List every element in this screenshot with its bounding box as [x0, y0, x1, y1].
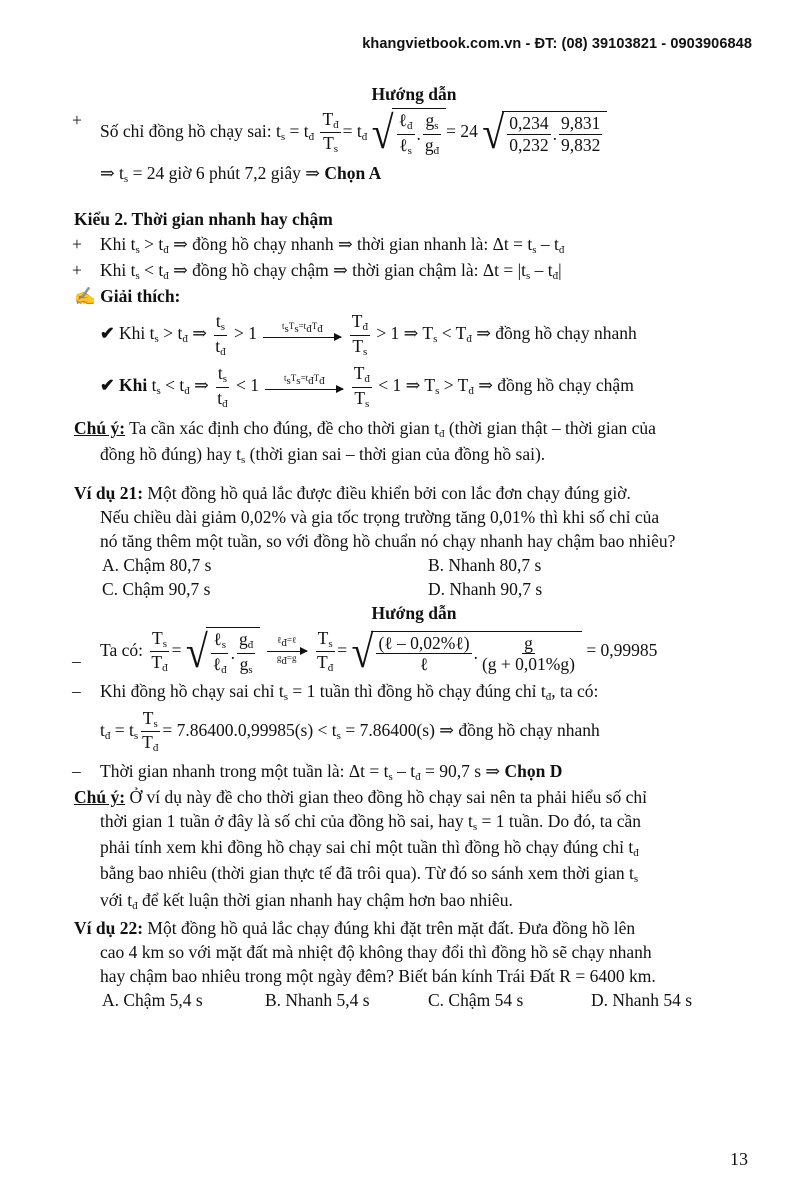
- text: = 90,7 s ⇒: [420, 760, 505, 781]
- section-heading: Hướng dẫn: [371, 84, 457, 104]
- text: thời gian 1 tuần ở đây là số chỉ của đồng hồ sai, hay t: [100, 811, 473, 832]
- explain-fast: ✔ Khi $t_s > t_đ$ ⇒ $\frac{t_s}{t_đ}$ > 1 $t_sT_s=t_đT_đ$ $\frac{T_đ}{T_s}$ > 1 ⇒ $T_s < T_đ$ ⇒ đồng hồ chạy nhanh: [100, 311, 637, 358]
- example-text: nó tăng thêm một tuần, so với đồng hồ chuẩn nó chạy nhanh hay chậm bao nhiêu?: [100, 530, 676, 551]
- example-label: Ví dụ 21:: [74, 482, 144, 503]
- check-icon: ✔: [100, 323, 115, 344]
- page-header: khangvietbook.com.vn - ĐT: (08) 39103821 - 0903906848: [362, 36, 752, 52]
- text: = 1 tuần thì đồng hồ chạy đúng chỉ t: [288, 680, 546, 701]
- solution-step-3: $t_đ = t_s$ $\frac{T_s}{T_đ}$ = $7.86400.0,99985(s) < t_s = 7.86400(s)$ ⇒ đồng hồ chạy nhanh: [100, 707, 600, 755]
- note-label: Chú ý:: [74, 418, 126, 439]
- options-row: [74, 553, 754, 577]
- value: 9,831: [560, 113, 601, 134]
- text: (thời gian thật – thời gian của: [444, 418, 656, 439]
- text: Khi đồng hồ chạy sai chỉ t: [100, 680, 284, 701]
- text: để kết luận thời gian nhanh hay chậm hơn bao nhiêu.: [137, 889, 513, 910]
- answer: Chọn A: [324, 163, 382, 184]
- option-d: D. Nhanh 54 s: [591, 990, 693, 1011]
- example-text: hay chậm bao nhiêu trong một ngày đêm? Biết bán kính Trái Đất R = 6400 km.: [100, 966, 656, 987]
- text: Khi t: [100, 233, 136, 254]
- note-2-cont: phải tính xem khi đồng hồ chạy sai chỉ một tuần thì đồng hồ chạy đúng chỉ $t_đ$: [100, 837, 639, 860]
- note-2: [74, 785, 754, 809]
- text: bằng bao nhiêu (thời gian thực tế đã trôi qua). Từ đó so sánh xem thời gian t: [100, 863, 634, 884]
- text: Giải thích:: [100, 285, 181, 306]
- text: ⇒ đồng hồ chạy chậm ⇒ thời gian chậm là: Δt = |t: [168, 259, 526, 280]
- result: = 0,99985: [586, 639, 658, 660]
- value: 0,232: [509, 134, 549, 155]
- options-row: [74, 577, 754, 601]
- text: ⇒ t: [100, 163, 124, 184]
- option-a: A. Chậm 80,7 s: [102, 554, 212, 575]
- example-label: Ví dụ 22:: [74, 917, 144, 938]
- text: Một đồng hồ quả lắc được điều khiển bởi con lắc đơn chạy đúng giờ.: [143, 482, 631, 503]
- solution-step-2: – Khi đồng hồ chạy sai chỉ $t_s = 1$ tuần thì đồng hồ chạy đúng chỉ $t_đ$, ta có:: [72, 680, 599, 703]
- line-fast: + Khi $t_s > t_đ$ ⇒ đồng hồ chạy nhanh ⇒ thời gian nhanh là: $\Delta t = t_s - t_đ$: [72, 233, 565, 256]
- text: (thời gian sai – thời gian của đồng hồ sai).: [245, 444, 546, 465]
- solution-step-4: – Thời gian nhanh trong một tuần là: $\Delta t = t_s - t_đ = 90,7$ s ⇒ Chọn D: [72, 760, 563, 783]
- explain-slow: ✔ Khi $t_s < t_đ$ ⇒ $\frac{t_s}{t_đ}$ < 1 $t_sT_s=t_đT_đ$ $\frac{T_đ}{T_s}$ < 1 ⇒ $T_s > T_đ$ ⇒ đồng hồ chạy chậm: [100, 363, 634, 410]
- text: Ở ví dụ này đề cho thời gian theo đồng hồ chạy sai nên ta phải hiểu số chỉ: [125, 786, 648, 807]
- option-b: B. Nhanh 5,4 s: [265, 990, 370, 1011]
- page-number: 13: [730, 1149, 748, 1169]
- text: = 24 giờ 6 phút 7,2 giây ⇒: [128, 163, 325, 184]
- text: với t: [100, 889, 133, 910]
- example-22: [74, 916, 754, 940]
- example-text: Nếu chiều dài giảm 0,02% và gia tốc trọng trường tăng 0,01% thì khi số chỉ của: [100, 506, 660, 527]
- answer: Chọn D: [504, 760, 563, 781]
- options-row: [74, 988, 754, 1012]
- text: ⇒ đồng hồ chạy chậm: [478, 375, 634, 396]
- pen-icon: ✍: [74, 285, 96, 306]
- check-icon: ✔: [100, 375, 115, 396]
- text: = 1 tuần. Do đó, ta cần: [477, 811, 642, 832]
- option-c: C. Chậm 54 s: [428, 990, 524, 1011]
- text: , ta có:: [551, 680, 599, 701]
- note-label: Chú ý:: [74, 786, 126, 807]
- text: đồng hồ đúng) hay t: [100, 444, 241, 465]
- text: Ta cần xác định cho đúng, đề cho thời gian t: [125, 418, 439, 439]
- note-1: Chú ý: Ta cần xác định cho đúng, đề cho thời gian $t_đ$ (thời gian thật – thời gian của: [74, 418, 656, 441]
- example-21: [74, 481, 754, 505]
- text: Một đồng hồ quả lắc chạy đúng khi đặt trên mặt đất. Đưa đồng hồ lên: [143, 917, 636, 938]
- text: = 7.86400(s) ⇒ đồng hồ chạy nhanh: [340, 719, 600, 740]
- page-content: [74, 78, 754, 1012]
- coef: 24: [460, 120, 478, 141]
- text: phải tính xem khi đồng hồ chạy sai chỉ một tuần thì đồng hồ chạy đúng chỉ t: [100, 837, 634, 858]
- value: 9,832: [560, 134, 601, 155]
- option-b: B. Nhanh 80,7 s: [428, 554, 542, 575]
- text-prefix: Số chỉ đồng hồ chạy sai:: [100, 120, 272, 141]
- value: 0,234: [509, 113, 549, 134]
- line-answer-a: ⇒ $t_s = 24$ giờ 6 phút 7,2 giây ⇒ Chọn A: [100, 163, 382, 186]
- text: = 7.86400.0,99985(s) < t: [162, 719, 337, 740]
- note-2-cont: bằng bao nhiêu (thời gian thực tế đã trôi qua). Từ đó so sánh xem thời gian $t_s$: [100, 863, 639, 886]
- note-1-cont: đồng hồ đúng) hay $t_s$ (thời gian sai – thời gian của đồng hồ sai).: [100, 444, 546, 467]
- section-title: Kiểu 2. Thời gian nhanh hay chậm: [74, 209, 333, 230]
- solution-step-1: – Ta có: $\frac{T_s}{T_đ}$ = √ $\frac{\ell_s}{\ell_đ}$ . $\frac{g_đ}{g_s}$ ℓ$_đ$=ℓ $g_đ=g$ $\frac{T_s}{T_đ}$ = √ $\frac{\text{(ℓ – 0,02\%ℓ)}}{\text{ℓ}}$ . $\frac{g}{(g + 0,01\%g)}$ = 0,99985: [72, 625, 658, 678]
- option-c: C. Chậm 90,7 s: [102, 579, 211, 600]
- line-clock-reading: + Số chỉ đồng hồ chạy sai: $t_s = t_đ$ $\frac{T_đ}{T_s}$ = $t_đ$ √ $\frac{\ell_đ}{\ell_s}$ . $\frac{g_s}{g_đ}$ = 24 √ $\frac{0,234}{0,232}$ . $\frac{9,831}{9,832}$: [74, 108, 754, 157]
- note-2-cont: thời gian 1 tuần ở đây là số chỉ của đồng hồ sai, hay $t_s = 1$ tuần. Do đó, ta cần: [100, 811, 642, 834]
- text: ⇒ đồng hồ chạy nhanh: [476, 323, 637, 344]
- option-a: A. Chậm 5,4 s: [102, 990, 203, 1011]
- section-heading: Hướng dẫn: [371, 603, 457, 624]
- text: Khi t: [100, 259, 136, 280]
- bullet-plus: +: [72, 110, 82, 131]
- text: Thời gian nhanh trong một tuần là: Δt = t: [100, 760, 389, 781]
- explain-title: [74, 284, 754, 308]
- note-2-cont: với $t_đ$ để kết luận thời gian nhanh hay chậm hơn bao nhiêu.: [100, 889, 513, 912]
- option-d: D. Nhanh 90,7 s: [428, 579, 543, 600]
- example-text: cao 4 km so với mặt đất mà nhiệt độ không thay đổi thì đồng hồ sẽ chạy nhanh: [100, 941, 652, 962]
- text: ⇒ đồng hồ chạy nhanh ⇒ thời gian nhanh là: Δt = t: [168, 233, 533, 254]
- line-slow: + Khi $t_s < t_đ$ ⇒ đồng hồ chạy chậm ⇒ thời gian chậm là: $\Delta t = |t_s - t_đ|$: [72, 259, 562, 282]
- text: Ta có:: [100, 639, 143, 660]
